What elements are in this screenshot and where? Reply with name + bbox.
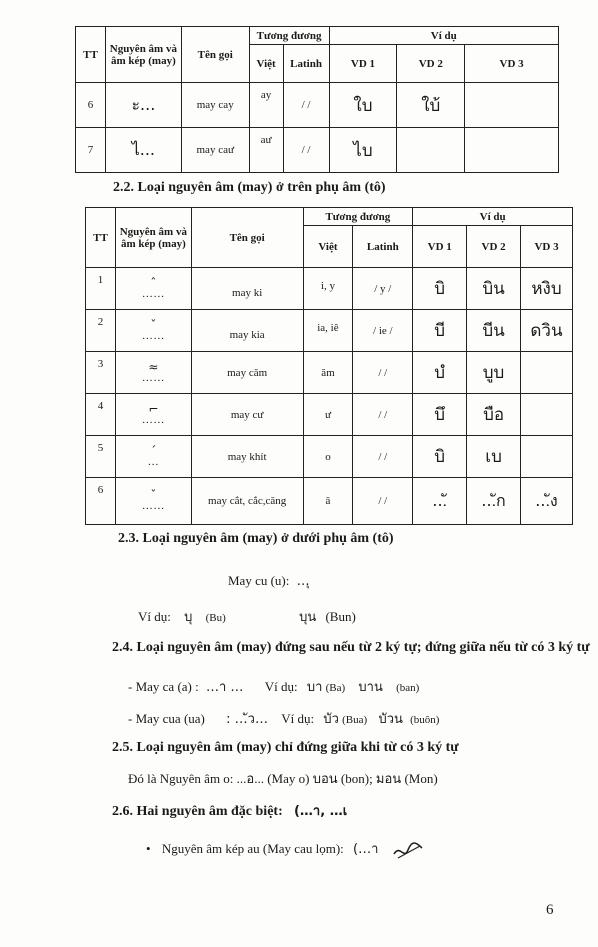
example-cell: ใบ้ bbox=[397, 83, 465, 128]
vowel-cell bbox=[115, 352, 191, 394]
example-cell: ดวิน bbox=[521, 310, 573, 352]
header-vd1: VD 1 bbox=[413, 226, 467, 268]
row-number: 2 bbox=[86, 310, 116, 352]
example-cell: บือ bbox=[467, 394, 521, 436]
header-viet: Việt bbox=[249, 45, 283, 83]
section-2-6-line bbox=[112, 800, 347, 821]
may-cua-glyph: : …ัว… bbox=[226, 712, 268, 727]
example-word: บา bbox=[306, 680, 323, 695]
vowel-dots: …… bbox=[141, 371, 165, 384]
vowel-table-2 bbox=[85, 207, 573, 525]
example-gloss: (buôn) bbox=[410, 714, 440, 726]
viet-cell: ay bbox=[249, 83, 283, 128]
viet-cell: i, y bbox=[303, 268, 353, 310]
row-number: 1 bbox=[86, 268, 116, 310]
example-word: บุ bbox=[184, 610, 193, 625]
name-cell: may cư bbox=[191, 394, 303, 436]
example-word: บุน bbox=[299, 610, 317, 625]
vowel-mark: ˇ bbox=[150, 317, 157, 332]
latin-cell: / / bbox=[353, 478, 413, 525]
vowel-cell bbox=[115, 310, 191, 352]
may-cua-line bbox=[128, 708, 439, 729]
header-vd3: VD 3 bbox=[465, 45, 559, 83]
bullet-item bbox=[146, 838, 378, 859]
viet-cell: ăm bbox=[303, 352, 353, 394]
example-cell bbox=[521, 352, 573, 394]
section-heading-2-4: 2.4. Loại nguyên âm (may) đứng sau nếu từ 2 ký tự; đứng giữa nếu từ có 3 ký tự bbox=[112, 640, 590, 655]
header-name: Tên gọi bbox=[181, 27, 249, 83]
may-cua-label: - May cua (ua) bbox=[128, 711, 205, 726]
header-vd2: VD 2 bbox=[397, 45, 465, 83]
example-gloss: (Ba) bbox=[325, 682, 346, 694]
vowel-cell bbox=[115, 478, 191, 525]
vowel-cell: ะ... bbox=[105, 83, 181, 128]
viet-cell: ia, iê bbox=[303, 310, 353, 352]
example-cell: ...ัก bbox=[467, 478, 521, 525]
vowel-cell bbox=[115, 436, 191, 478]
name-cell: may cắt, cắc,căng bbox=[191, 478, 303, 525]
example-cell bbox=[521, 394, 573, 436]
vowel-mark: ⌐ bbox=[148, 401, 159, 416]
vowel-table-1 bbox=[75, 26, 559, 173]
name-cell: may khít bbox=[191, 436, 303, 478]
header-latin: Latinh bbox=[283, 45, 329, 83]
vowel-dots: …… bbox=[141, 413, 165, 426]
table-row bbox=[86, 268, 573, 310]
example-cell: บิ bbox=[413, 268, 467, 310]
table-row bbox=[86, 352, 573, 394]
example-label: Ví dụ: bbox=[264, 679, 298, 694]
example-word: บัวน bbox=[378, 712, 403, 727]
latin-cell: / / bbox=[283, 83, 329, 128]
example-gloss: (Bua) bbox=[342, 714, 368, 726]
header-vd2: VD 2 bbox=[467, 226, 521, 268]
name-cell: may caư bbox=[181, 128, 249, 173]
example-word: บัว bbox=[323, 712, 339, 727]
example-line-2-3 bbox=[138, 606, 356, 627]
example-cell: ไบ bbox=[329, 128, 397, 173]
vowel-mark: ˆ bbox=[150, 275, 157, 290]
handwritten-mark-icon bbox=[392, 838, 426, 862]
example-cell: บีน bbox=[467, 310, 521, 352]
table-row bbox=[76, 128, 559, 173]
example-cell: หงิบ bbox=[521, 268, 573, 310]
header-latin: Latinh bbox=[353, 226, 413, 268]
viet-cell: aư bbox=[249, 128, 283, 173]
row-number: 4 bbox=[86, 394, 116, 436]
header-examples: Ví dụ bbox=[329, 27, 558, 45]
example-cell: ...ัง bbox=[521, 478, 573, 525]
may-ca-line bbox=[128, 676, 419, 697]
example-cell bbox=[465, 83, 559, 128]
section-heading-2-2: 2.2. Loại nguyên âm (may) ở trên phụ âm (tô) bbox=[113, 180, 386, 195]
example-gloss: (Bu) bbox=[205, 612, 226, 624]
example-cell bbox=[397, 128, 465, 173]
row-number: 5 bbox=[86, 436, 116, 478]
latin-cell: / / bbox=[283, 128, 329, 173]
table-row bbox=[76, 83, 559, 128]
vowel-dots: …… bbox=[141, 287, 165, 300]
latin-cell: / / bbox=[353, 394, 413, 436]
example-cell: ใบ bbox=[329, 83, 397, 128]
header-name: Tên gọi bbox=[191, 208, 303, 268]
header-viet: Việt bbox=[303, 226, 353, 268]
example-cell: ...ั bbox=[413, 478, 467, 525]
header-tt: TT bbox=[86, 208, 116, 268]
row-number: 6 bbox=[76, 83, 106, 128]
bullet-text: Nguyên âm kép au (May cau lọm): bbox=[161, 841, 344, 856]
example-cell: บิน bbox=[467, 268, 521, 310]
example-cell: บี bbox=[413, 310, 467, 352]
header-equivalent: Tương đương bbox=[249, 27, 329, 45]
vowel-cell: ไ... bbox=[105, 128, 181, 173]
header-tt: TT bbox=[76, 27, 106, 83]
example-cell: เบ bbox=[467, 436, 521, 478]
vowel-cell bbox=[115, 268, 191, 310]
section-heading-2-6: 2.6. Hai nguyên âm đặc biệt: bbox=[112, 804, 283, 819]
header-equivalent: Tương đương bbox=[303, 208, 413, 226]
vowel-dots: … bbox=[147, 455, 160, 468]
viet-cell: ă bbox=[303, 478, 353, 525]
example-cell: บิ bbox=[413, 436, 467, 478]
name-cell: may ki bbox=[191, 268, 303, 310]
may-ca-label: - May ca (a) : bbox=[128, 679, 199, 694]
example-word: บาน bbox=[358, 680, 383, 695]
example-label: Ví dụ: bbox=[281, 711, 315, 726]
header-vd3: VD 3 bbox=[521, 226, 573, 268]
latin-cell: / / bbox=[353, 352, 413, 394]
header-vowel: Nguyên âm và âm kép (may) bbox=[115, 208, 191, 268]
section-heading-2-3: 2.3. Loại nguyên âm (may) ở dưới phụ âm (tô) bbox=[118, 531, 394, 546]
example-gloss: (ban) bbox=[396, 682, 420, 694]
table-row bbox=[86, 394, 573, 436]
may-cu-glyph: …ุ bbox=[296, 574, 310, 589]
bullet-glyph: (…า bbox=[353, 842, 379, 857]
header-examples: Ví dụ bbox=[413, 208, 573, 226]
example-cell: บึ bbox=[413, 394, 467, 436]
latin-cell: / / bbox=[353, 436, 413, 478]
row-number: 3 bbox=[86, 352, 116, 394]
example-cell: บูบ bbox=[467, 352, 521, 394]
header-vowel: Nguyên âm và âm kép (may) bbox=[105, 27, 181, 83]
may-cu-label: May cu (u): bbox=[228, 573, 290, 588]
row-number: 6 bbox=[86, 478, 116, 525]
header-vd1: VD 1 bbox=[329, 45, 397, 83]
section-heading-2-5: 2.5. Loại nguyên âm (may) chỉ đứng giữa khi từ có 3 ký tự bbox=[112, 740, 459, 755]
vowel-mark: ≈ bbox=[148, 359, 159, 374]
vowel-mark: ˊ bbox=[150, 443, 157, 458]
name-cell: may cay bbox=[181, 83, 249, 128]
example-gloss: (Bun) bbox=[325, 609, 356, 624]
viet-cell: o bbox=[303, 436, 353, 478]
page-number: 6 bbox=[546, 902, 554, 918]
table-row bbox=[86, 436, 573, 478]
latin-cell: / ie / bbox=[353, 310, 413, 352]
vowel-dots: …… bbox=[141, 500, 165, 512]
viet-cell: ư bbox=[303, 394, 353, 436]
row-number: 7 bbox=[76, 128, 106, 173]
table-row bbox=[86, 310, 573, 352]
special-vowel-glyphs: (…า, …เ bbox=[293, 804, 348, 819]
latin-cell: / y / bbox=[353, 268, 413, 310]
table-row bbox=[86, 478, 573, 525]
vowel-cell bbox=[115, 394, 191, 436]
vowel-dots: …… bbox=[141, 329, 165, 342]
may-cu-line bbox=[228, 570, 310, 591]
name-cell: may kia bbox=[191, 310, 303, 352]
example-cell: บํ bbox=[413, 352, 467, 394]
may-ca-glyph: …า … bbox=[206, 680, 244, 695]
example-label: Ví dụ: bbox=[138, 609, 171, 624]
name-cell: may căm bbox=[191, 352, 303, 394]
example-cell bbox=[465, 128, 559, 173]
nguyen-am-o-line: Đó là Nguyên âm o: ...อ... (May o) บอน (bon); มอน (Mon) bbox=[128, 771, 438, 786]
example-cell bbox=[521, 436, 573, 478]
vowel-mark: ˇ bbox=[150, 488, 157, 502]
bullet-icon: • bbox=[146, 841, 151, 856]
